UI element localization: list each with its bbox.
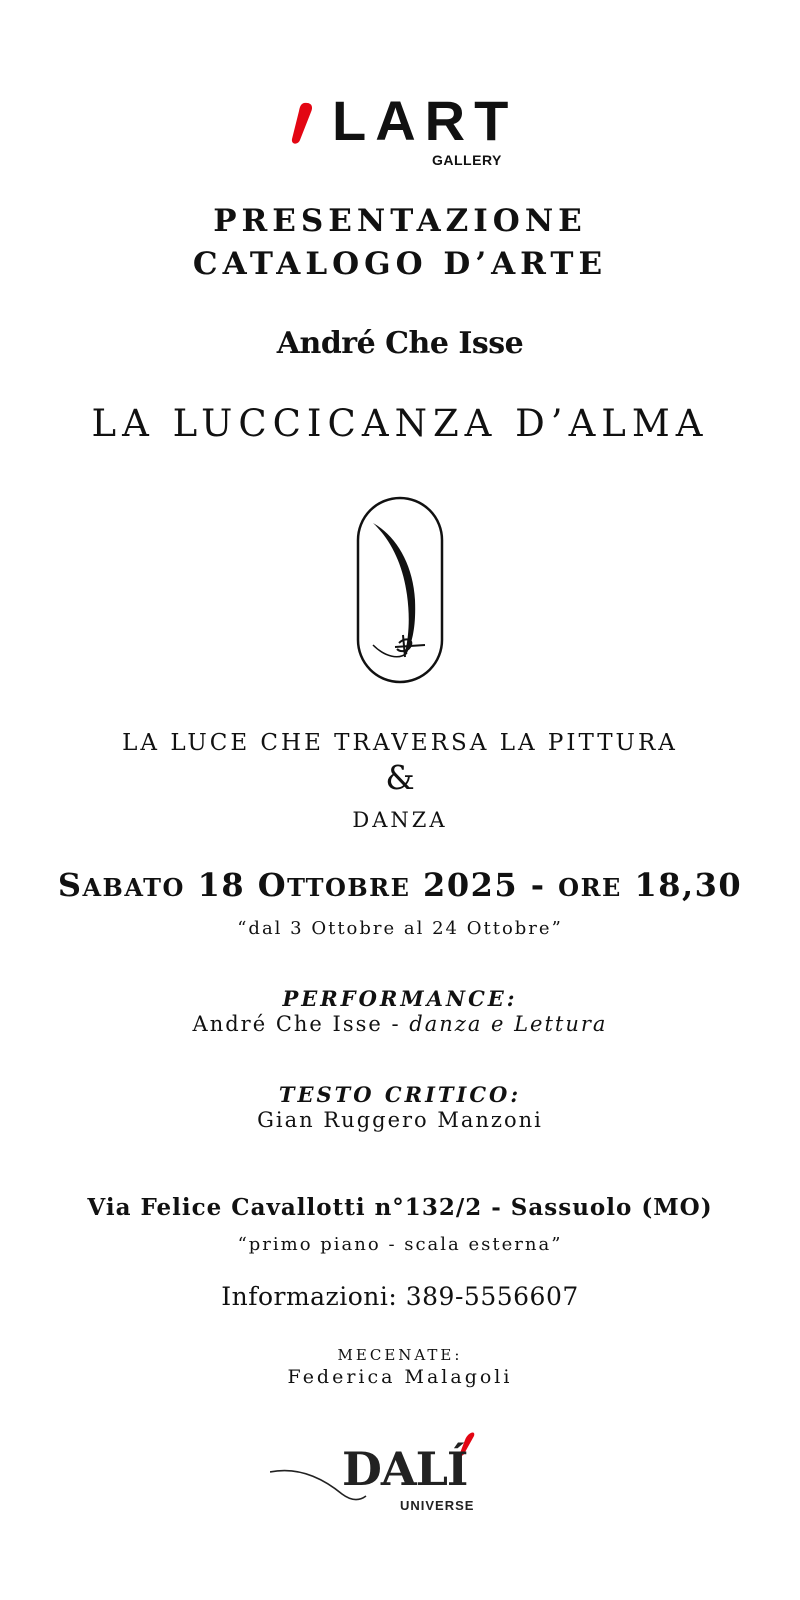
critic-label: TESTO CRITICO: [278, 1082, 522, 1107]
red-brushstroke-icon [290, 102, 316, 146]
performance-description: danza e Lettura [409, 1012, 608, 1036]
info-phone: Informazioni: 389-5556607 [221, 1282, 579, 1311]
day: 18 [197, 866, 246, 904]
artist-name: André Che Isse [276, 326, 524, 361]
heading-line-2: CATALOGO D’ARTE [192, 246, 608, 282]
artist-emblem-icon [355, 495, 445, 685]
event-heading [0, 200, 800, 286]
dali-subtitle: UNIVERSE [400, 1498, 475, 1513]
heading-line-1: PRESENTAZIONE [213, 203, 587, 239]
subtitle-line-2: DANZA [352, 808, 448, 832]
subtitle-line-1: LA LUCE CHE TRAVERSA LA PITTURA [122, 730, 678, 756]
venue-address: Via Felice Cavallotti n°132/2 - Sassuolo (MO) [87, 1194, 713, 1221]
performance-value [0, 1012, 800, 1036]
venue-note: “primo piano - scala esterna” [237, 1234, 563, 1255]
exhibition-title: LA LUCCICANZA D’ALMA [91, 402, 709, 445]
patron-label: MECENATE: [337, 1346, 463, 1364]
lart-gallery-logo [290, 89, 530, 176]
date-dash: - [530, 866, 546, 904]
weekday-initial: S [57, 866, 83, 904]
event-date [0, 866, 800, 904]
ore-label: ORE [558, 873, 622, 902]
lart-subtitle: GALLERY [432, 152, 502, 168]
performer-name: André Che Isse - [192, 1012, 401, 1036]
dali-universe-logo [270, 1430, 500, 1520]
critic-name: Gian Ruggero Manzoni [257, 1108, 543, 1132]
ampersand: & [385, 758, 415, 797]
exhibition-range: “dal 3 Ottobre al 24 Ottobre” [237, 918, 563, 939]
weekday-rest: ABATO [82, 873, 185, 902]
lart-wordmark: LART [332, 89, 518, 152]
patron-name: Federica Malagoli [287, 1366, 513, 1388]
year: 2025 [423, 866, 519, 904]
performance-label: PERFORMANCE: [282, 986, 518, 1011]
event-time: 18,30 [634, 866, 743, 904]
month-initial: O [257, 866, 288, 904]
dali-wordmark: DALÍ [342, 1442, 468, 1496]
month-rest: TTOBRE [287, 873, 411, 902]
